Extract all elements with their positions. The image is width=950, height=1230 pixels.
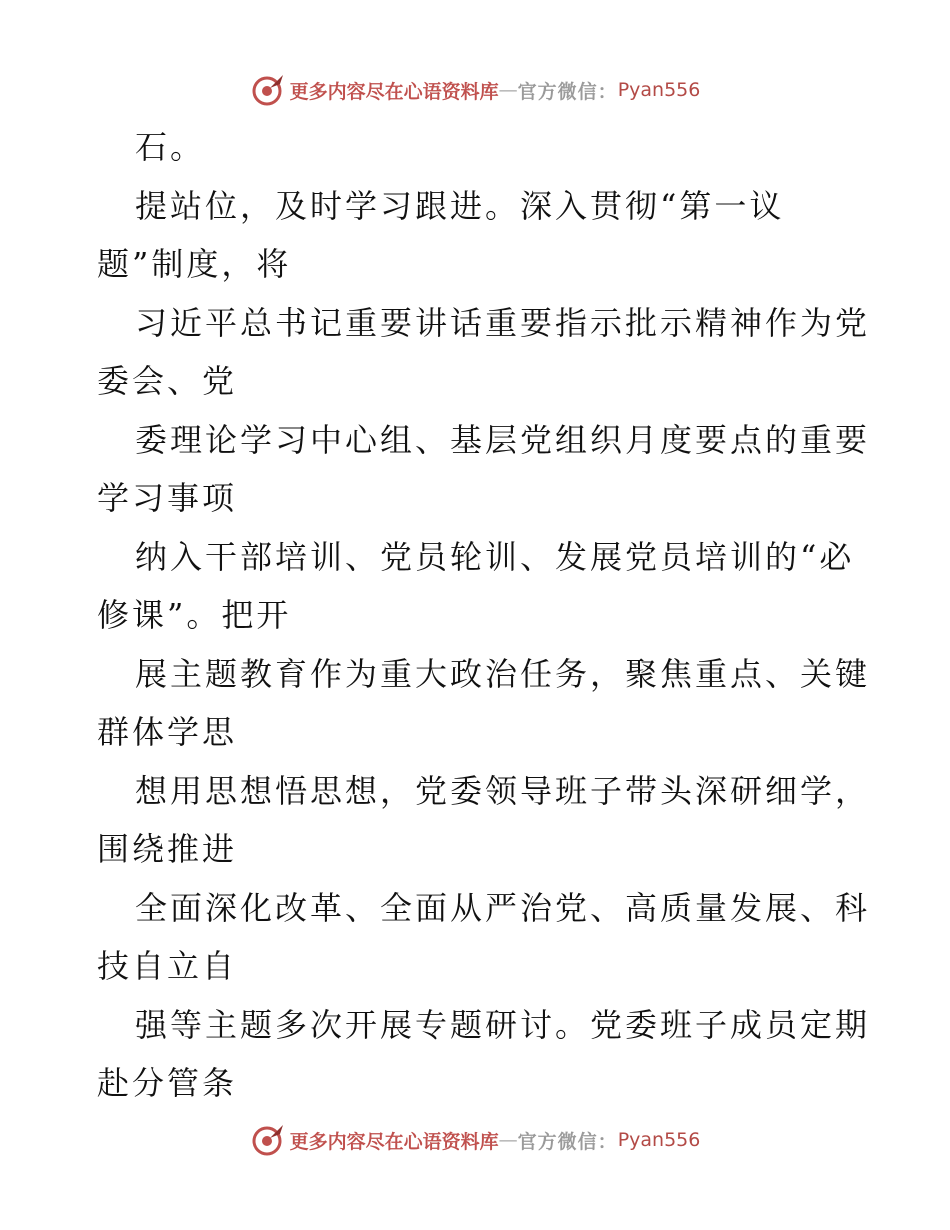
text-line: 群体学思	[97, 713, 238, 751]
footer-watermark	[0, 1120, 950, 1160]
text-line: 围绕推进	[97, 830, 238, 868]
header-watermark	[0, 70, 950, 110]
watermark-wechat-id: Pyan556	[617, 79, 701, 101]
text-line: 学习事项	[97, 479, 238, 517]
text-line: 纳入干部培训、党员轮训、发展党员培训的“必	[135, 537, 855, 576]
watermark-main-text: 更多内容尽在心语资料库	[289, 1130, 499, 1153]
watermark-wechat-id: Pyan556	[617, 1129, 701, 1151]
watermark-wechat-label: 官方微信：	[517, 80, 618, 103]
quill-logo-icon	[250, 72, 286, 108]
text-line: 委会、党	[97, 362, 238, 400]
quill-logo-icon	[250, 1122, 286, 1158]
watermark-dash: —	[498, 1129, 518, 1151]
text-line: 委理论学习中心组、基层党组织月度要点的重要	[135, 420, 871, 459]
text-line: 习近平总书记重要讲话重要指示批示精神作为党	[135, 303, 871, 342]
document-body	[97, 118, 871, 1113]
text-line: 赴分管条	[97, 1064, 238, 1102]
watermark-main-text: 更多内容尽在心语资料库	[289, 80, 499, 103]
watermark-wechat-label: 官方微信：	[517, 1130, 618, 1153]
text-line: 修课”。把开	[97, 596, 292, 634]
text-line: 全面深化改革、全面从严治党、高质量发展、科	[135, 888, 871, 927]
text-line: 强等主题多次开展专题研讨。党委班子成员定期	[135, 1005, 871, 1044]
text-line: 提站位，及时学习跟进。深入贯彻“第一议	[135, 186, 785, 225]
text-line: 石。	[135, 128, 206, 166]
text-line: 想用思想悟思想，党委领导班子带头深研细学，	[135, 771, 871, 810]
text-line: 技自立自	[97, 947, 238, 985]
watermark-dash: —	[498, 79, 518, 101]
text-line: 题”制度，将	[97, 245, 292, 283]
text-line: 展主题教育作为重大政治任务，聚焦重点、关键	[135, 654, 871, 693]
